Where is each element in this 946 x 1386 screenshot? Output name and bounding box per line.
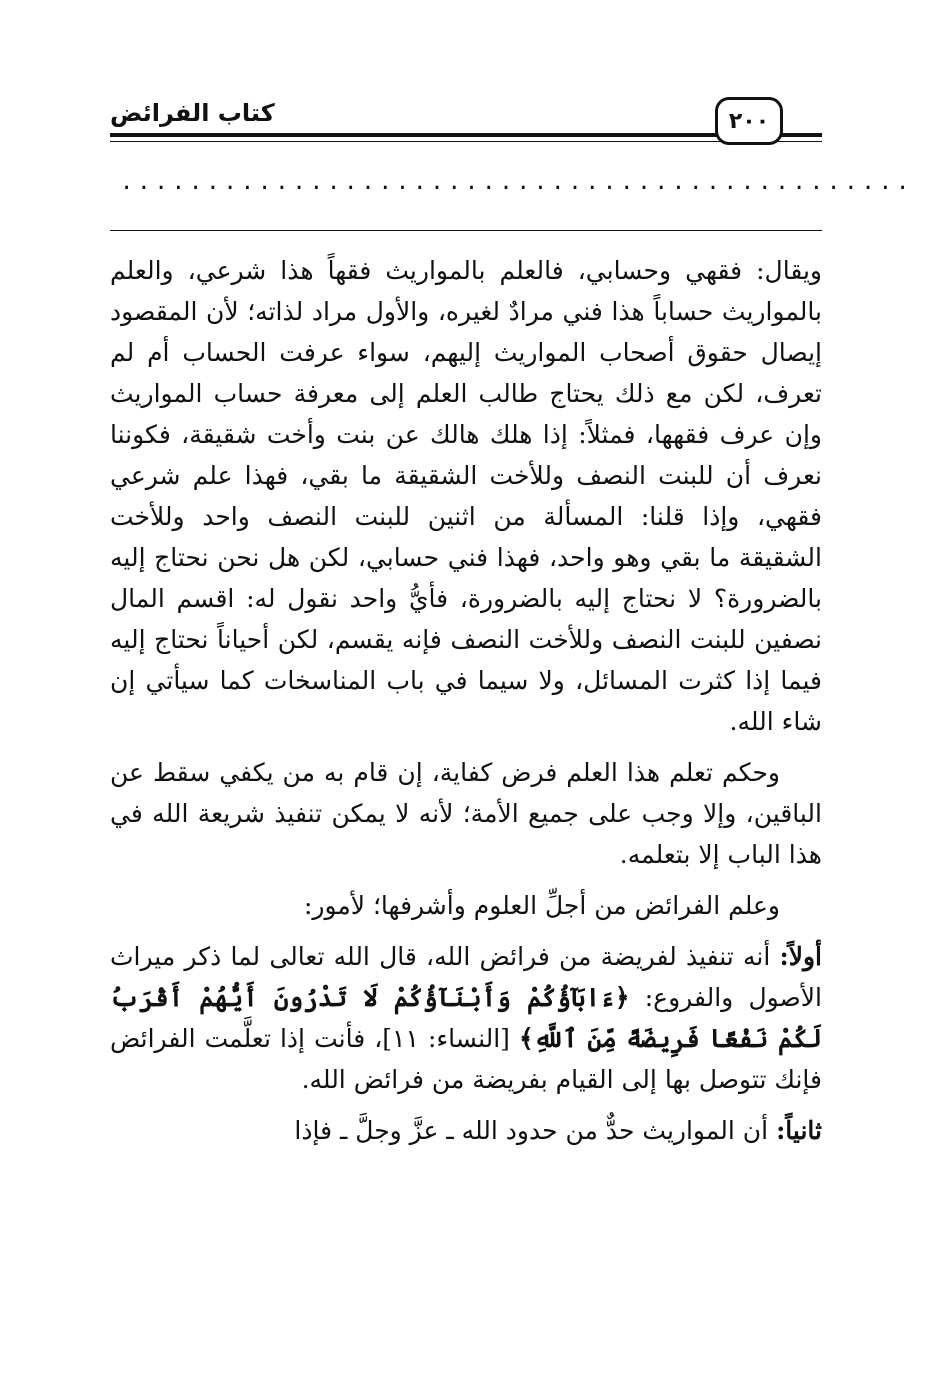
point-two-text: أن المواريث حدٌّ من حدود الله ـ عزَّ وجلَّ ـ فإذا [294, 1116, 777, 1145]
point-one-label: أولاً: [779, 942, 822, 971]
quran-verse: ﴿ءَابَآؤُكُمْ وَأَبْنَآؤُكُمْ لَا تَدْرُونَ أَيُّهُمْ أَقْرَبُ لَكُمْ نَفْعًا فَرِيضَةً مِّنَ ٱللَّهِ﴾ [110, 983, 822, 1053]
body-text [110, 250, 822, 1161]
paragraph-1: ويقال: فقهي وحسابي، فالعلم بالمواريث فقهاً هذا شرعي، والعلم بالمواريث حساباً هذا فني مرادٌ لغيره، والأول مراد لذاته؛ لأن المقصود إيصال حقوق أصحاب المواريث إليهم، سواء عرفت الحساب أم لم تعرف، لكن مع ذلك يحتاج طالب العلم إلى معرفة حساب المواريث وإن عرف فقهها، فمثلاً: إذا هلك هالك عن بنت وأخت شقيقة، فكوننا نعرف أن للبنت النصف وللأخت الشقيقة ما بقي، فهذا علم شرعي فقهي، وإذا قلنا: المسألة من اثنين للبنت النصف واحد وللأخت الشقيقة ما بقي وهو واحد، فهذا فني حسابي، لكن هل نحن نحتاج إليه بالضرورة؟ لا نحتاج إليه بالضرورة، فأيُّ واحد نقول له: اقسم المال نصفين للبنت النصف وللأخت النصف فإنه يقسم، لكن أحياناً نحتاج إليه فيما إذا كثرت المسائل، ولا سيما في باب المناسخات كما سيأتي إن شاء الله. [110, 256, 822, 736]
separator-rule [110, 230, 822, 231]
paragraph-3: وعلم الفرائض من أجلِّ العلوم وأشرفها؛ لأمور: [303, 891, 780, 920]
point-one-text: أنه تنفيذ لفريضة من فرائض الله، قال الله تعالى لما ذكر ميراث الأصول والفروع: [110, 942, 822, 1012]
footnote-dots: .............................................. [120, 170, 914, 195]
point-one-text-cont: [النساء: ١١]، فأنت إذا تعلَّمت الفرائض فإنك تتوصل بها إلى القيام بفريضة من فرائض الله. [110, 1024, 822, 1094]
page-number: ٢٠٠ [715, 97, 783, 145]
header-rule-thin [110, 141, 822, 142]
paragraph-5 [110, 1110, 822, 1151]
paragraph-4 [110, 936, 822, 1100]
paragraph-2: وحكم تعلم هذا العلم فرض كفاية، إن قام به من يكفي سقط عن الباقين، وإلا وجب على جميع الأمة؛ لأنه لا يمكن تنفيذ شريعة الله في هذا الباب إلا بتعلمه. [110, 758, 822, 869]
book-title: كتاب الفرائض [110, 99, 275, 127]
page-header [110, 95, 822, 155]
point-two-label: ثانياً: [776, 1116, 822, 1145]
